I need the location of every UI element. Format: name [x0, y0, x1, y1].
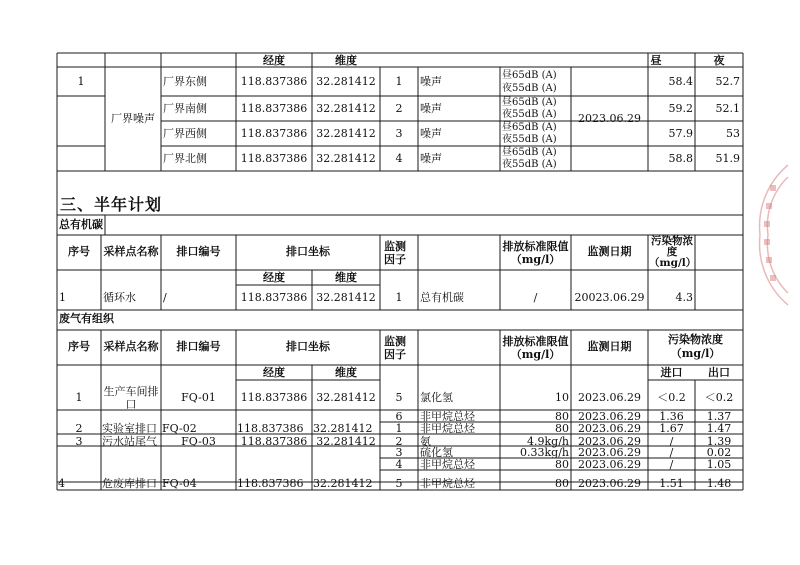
gas-row-point: 生产车间排口 — [103, 385, 159, 411]
gas-row-seq: 2 — [75, 422, 83, 435]
gas-row-seq: 4 — [58, 477, 65, 490]
gas-row-seq: 1 — [75, 391, 83, 404]
gas-row-in: / — [669, 458, 674, 471]
noise-index: 1 — [77, 75, 85, 88]
gas-row-lng: 118.837386 — [240, 435, 308, 448]
gas-row-point: 污水站尾气 — [102, 435, 157, 448]
gas-row-date: 2023.06.29 — [578, 446, 641, 459]
noise-row-name: 厂界南侧 — [163, 102, 207, 115]
noise-row-lng: 118.837386 — [240, 152, 308, 165]
toc-row-lat: 32.281412 — [316, 291, 376, 304]
gas-header-factor: 监测因子 — [384, 335, 406, 361]
noise-row-night: 52.1 — [715, 102, 740, 115]
gas-row-out: ＜0.2 — [704, 391, 734, 404]
noise-row-std-day: 昼65dB (A) — [502, 97, 557, 108]
toc-row-limit: / — [533, 291, 538, 304]
gas-row-in: / — [669, 446, 674, 459]
noise-row-name: 厂界西侧 — [163, 127, 207, 140]
gas-row-lat: 32.281412 — [316, 435, 376, 448]
noise-row-factor: 噪声 — [420, 102, 442, 115]
gas-row-outlet: FQ-01 — [181, 391, 216, 404]
gas-row-out: 0.02 — [706, 446, 732, 459]
toc-row-lng: 118.837386 — [240, 291, 308, 304]
gas-row-out: 1.39 — [706, 435, 732, 448]
toc-row-date: 20023.06.29 — [574, 291, 645, 304]
gas-row-date: 2023.06.29 — [578, 477, 641, 490]
noise-row-lng: 118.837386 — [240, 75, 308, 88]
gas-row-out: 1.05 — [706, 458, 732, 471]
gas-row-lat: 32.281412 — [316, 391, 376, 404]
gas-row-lng: 118.837386 — [237, 477, 304, 490]
gas-row-in: / — [669, 435, 674, 448]
noise-header-night: 夜 — [713, 54, 725, 67]
gas-row-factor: 非甲烷总烃 — [420, 422, 475, 435]
gas-row-outlet: FQ-04 — [162, 477, 197, 490]
gas-row-limit: 80 — [555, 458, 569, 471]
gas-row-date: 2023.06.29 — [578, 391, 641, 404]
gas-row-limit: 0.33kg/h — [520, 446, 569, 459]
noise-row-no: 2 — [395, 102, 403, 115]
gas-header-in: 进口 — [660, 366, 683, 379]
gas-row-factor: 非甲烷总烃 — [420, 458, 475, 471]
gas-row-factor: 非甲烷总烃 — [420, 477, 475, 490]
gas-row-in: ＜0.2 — [657, 391, 686, 404]
gas-row-date: 2023.06.29 — [578, 458, 641, 471]
noise-row-factor: 噪声 — [420, 152, 442, 165]
noise-row-std-day: 昼65dB (A) — [502, 122, 557, 133]
gas-row-lat: 32.281412 — [313, 477, 373, 490]
toc-row-seq: 1 — [59, 291, 66, 304]
toc-row-outlet: / — [163, 291, 167, 304]
noise-row-std-night: 夜55dB (A) — [502, 109, 557, 120]
gas-row-in: 1.67 — [659, 422, 684, 435]
noise-row-lng: 118.837386 — [240, 127, 308, 140]
gas-row-outlet: FQ-02 — [162, 422, 197, 435]
gas-row-limit: 80 — [555, 410, 569, 423]
noise-row-night: 51.9 — [715, 152, 740, 165]
noise-row-lat: 32.281412 — [316, 152, 376, 165]
noise-row-std-night: 夜55dB (A) — [502, 134, 557, 145]
noise-row-day: 57.9 — [668, 127, 693, 140]
toc-header-outlet: 排口编号 — [176, 245, 221, 258]
gas-header-coord: 排口坐标 — [286, 340, 330, 353]
gas-row-date: 2023.06.29 — [578, 435, 641, 448]
toc-row-factor: 总有机碳 — [420, 291, 464, 304]
noise-row-lat: 32.281412 — [316, 102, 376, 115]
toc-row-no: 1 — [395, 291, 403, 304]
noise-row-no: 1 — [395, 75, 403, 88]
gas-row-in: 1.36 — [659, 410, 684, 423]
toc-header-seq: 序号 — [68, 245, 90, 258]
noise-row-night: 52.7 — [715, 75, 740, 88]
noise-date: 2023.06.29 — [578, 112, 641, 125]
noise-header-lat: 维度 — [335, 54, 357, 67]
noise-row-factor: 噪声 — [420, 75, 442, 88]
toc-label: 总有机碳 — [59, 218, 103, 231]
noise-row-day: 58.8 — [668, 152, 693, 165]
toc-header-coord: 排口坐标 — [286, 245, 330, 258]
noise-row-lng: 118.837386 — [240, 102, 308, 115]
noise-row-std-night: 夜55dB (A) — [502, 83, 557, 94]
gas-row-factor: 氯化氢 — [420, 391, 453, 404]
gas-row-out: 1.37 — [706, 410, 732, 423]
company-seal-stamp — [742, 155, 788, 315]
toc-row-point: 循环水 — [103, 291, 136, 304]
gas-header-out: 出口 — [708, 366, 730, 379]
gas-header-point: 采样点名称 — [103, 340, 159, 353]
noise-row-no: 4 — [395, 152, 403, 165]
gas-row-limit: 4.9kg/h — [527, 435, 569, 448]
gas-row-no: 5 — [395, 477, 403, 490]
gas-row-no: 4 — [395, 458, 403, 471]
toc-row-conc: 4.3 — [675, 291, 693, 304]
gas-row-no: 3 — [395, 446, 403, 459]
gas-row-lng: 118.837386 — [237, 422, 304, 435]
gas-row-date: 2023.06.29 — [578, 410, 641, 423]
gas-row-factor: 氨 — [420, 435, 431, 448]
gas-row-seq: 3 — [75, 435, 83, 448]
noise-row-std-day: 昼65dB (A) — [502, 70, 557, 81]
gas-row-point: 实验室排口 — [102, 422, 157, 435]
noise-row-name: 厂界东侧 — [163, 75, 207, 88]
gas-row-factor: 硫化氢 — [420, 446, 453, 459]
gas-row-limit: 10 — [555, 391, 569, 404]
gas-label: 废气有组织 — [59, 312, 114, 325]
gas-row-limit: 80 — [555, 477, 569, 490]
gas-header-conc: 污染物浓度（mg/l） — [668, 333, 723, 360]
gas-row-no: 2 — [395, 435, 403, 448]
noise-row-day: 58.4 — [668, 75, 693, 88]
toc-header-conc: 污染物浓度（mg/l） — [649, 235, 697, 269]
gas-header-date: 监测日期 — [587, 340, 632, 353]
gas-row-no: 6 — [395, 410, 403, 423]
toc-header-limit: 排放标准限值（mg/l） — [502, 240, 569, 266]
toc-header-point: 采样点名称 — [103, 245, 159, 258]
gas-header-outlet: 排口编号 — [176, 340, 221, 353]
gas-header-limit: 排放标准限值（mg/l） — [502, 335, 569, 361]
gas-row-outlet: FQ-03 — [181, 435, 216, 448]
toc-header-date: 监测日期 — [587, 245, 632, 258]
noise-category: 厂界噪声 — [111, 112, 155, 125]
gas-row-limit: 80 — [555, 422, 569, 435]
noise-row-std-night: 夜55dB (A) — [502, 159, 557, 170]
gas-row-factor: 非甲烷总烃 — [420, 410, 475, 423]
gas-row-lat: 32.281412 — [313, 422, 373, 435]
noise-row-std-day: 昼65dB (A) — [502, 147, 557, 158]
section-title: 三、半年计划 — [60, 195, 163, 214]
noise-row-factor: 噪声 — [420, 127, 442, 140]
toc-header-lng: 经度 — [263, 271, 285, 284]
noise-row-lat: 32.281412 — [316, 75, 376, 88]
gas-row-no: 5 — [395, 391, 403, 404]
noise-row-name: 厂界北侧 — [163, 152, 207, 165]
noise-row-night: 53 — [726, 127, 740, 140]
gas-row-out: 1.48 — [706, 477, 732, 490]
noise-header-day: 昼 — [650, 54, 662, 67]
gas-row-out: 1.47 — [706, 422, 732, 435]
noise-row-day: 59.2 — [668, 102, 693, 115]
toc-header-factor: 监测因子 — [384, 240, 406, 266]
noise-row-lat: 32.281412 — [316, 127, 376, 140]
gas-row-no: 1 — [395, 422, 403, 435]
gas-row-lng: 118.837386 — [240, 391, 308, 404]
noise-row-no: 3 — [395, 127, 403, 140]
toc-header-lat: 维度 — [335, 271, 357, 284]
gas-row-point: 危废库排口 — [102, 477, 157, 490]
gas-header-lng: 经度 — [263, 366, 285, 379]
gas-row-date: 2023.06.29 — [578, 422, 641, 435]
noise-header-lng: 经度 — [263, 54, 285, 67]
gas-header-lat: 维度 — [335, 366, 357, 379]
gas-header-seq: 序号 — [68, 340, 90, 353]
gas-row-in: 1.51 — [659, 477, 684, 490]
